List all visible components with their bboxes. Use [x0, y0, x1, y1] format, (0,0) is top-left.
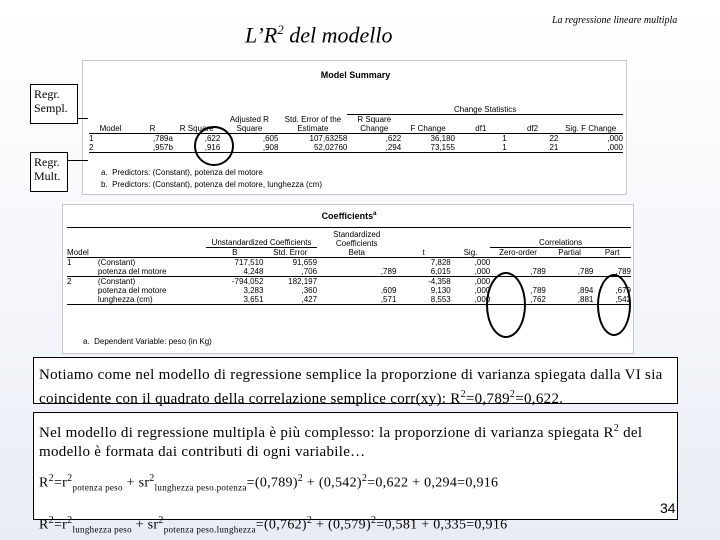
col-header: Std. Error of the Estimate [284, 115, 342, 133]
formula-1: $R^2=r^2_{potenza peso} + sr^2_{lunghezza peso.potenza}=(0,789)^2 + (0,542)^2=0,622 + 0,294=0,916$ [39, 473, 499, 493]
table-row: 1 ,789a ,622 ,605 107,63258 ,622 36,180 1 22 ,000 [89, 134, 623, 143]
col-header: t [422, 248, 425, 257]
coefficients-panel [62, 204, 634, 354]
col-header: Model [67, 248, 89, 257]
col-header: Sig. [463, 248, 478, 257]
col-header: Part [604, 248, 620, 257]
page-number: 34 [660, 500, 676, 516]
col-header: Adjusted R Square [229, 115, 269, 133]
col-header: R Square [179, 124, 214, 133]
col-header: F Change [410, 124, 446, 133]
zero-order-highlight [486, 272, 526, 338]
table-row: potenza del motore 4,248 ,706 ,789 6,015 ,000 ,789 ,789 ,789 [67, 267, 631, 277]
model-summary-footnote-b: b. Predictors: (Constant), potenza del motore, lunghezza (cm) [101, 180, 322, 189]
r-square-highlight [194, 126, 234, 166]
table-row: 2 ,957b ,916 ,908 52,02760 ,294 73,155 1 21 ,000 [89, 143, 623, 152]
change-statistics-header: Change Statistics [347, 89, 623, 115]
unstd-coef-header: Unstandardized Coefficients [206, 228, 317, 248]
note-multiple-intro: Nel modello di regressione multipla è più complesso: la proporzione di varianza spiegata $R^2$ del modello è formata dai contributi di ogni variabile… [39, 423, 643, 460]
model-summary-table [89, 89, 623, 153]
table-row: 1 (Constant) 717,510 91,659 7,828 ,000 [67, 258, 491, 267]
regr-sempl-label: Regr. Sempl. [30, 84, 78, 124]
table-row: potenza del motore 3,283 ,360 ,609 9,130 ,000 ,789 ,894 ,679 [97, 286, 631, 295]
coefficients-table [67, 227, 631, 305]
part-highlight [597, 274, 631, 336]
col-header: Sig. F Change [565, 124, 617, 133]
col-header: R [149, 124, 156, 133]
col-header: Std. Error [273, 248, 308, 257]
coefficients-footnote: a. Dependent Variable: peso (in Kg) [83, 337, 212, 346]
table-row: lunghezza (cm) 3,651 ,427 ,571 8,553 ,000 ,762 ,881 ,542 [67, 295, 631, 305]
coefficients-title: Coefficients$^a$ [321, 211, 377, 221]
std-coef-header: Standardized Coefficients [317, 228, 396, 248]
col-header: R Square Change [357, 115, 392, 133]
col-header [98, 248, 206, 258]
connector-line [78, 118, 88, 119]
col-header: Beta [348, 248, 365, 257]
header-note: La regressione lineare multipla [552, 15, 678, 26]
col-header: Model [99, 124, 122, 133]
note-multiple-regression [33, 412, 678, 535]
model-summary-title: Model Summary [320, 70, 391, 80]
col-header: df1 [475, 124, 487, 133]
regr-mult-label: Regr. Mult. [30, 152, 68, 192]
col-header: Partial [558, 248, 581, 257]
slide-title: $L’R^2$ del modello [245, 22, 393, 48]
note-simple-regression: Notiamo come nel modello di regressione semplice la proporzione di varianza spiegata dalla VI sia coincidente con il quadrato della correlazione semplice corr(xy): $R^2=0,789^2=0,622$. [33, 357, 678, 404]
col-header: Zero-order [499, 248, 537, 257]
model-summary-panel [82, 60, 627, 195]
formula-2: $R^2=r^2_{lunghezza peso} + sr^2_{potenza peso.lunghezza}=(0,762)^2 + (0,579)^2=0,581 + 0,335=0,916$ [39, 515, 508, 535]
col-header: df2 [526, 124, 539, 133]
correlations-header: Correlations [490, 228, 631, 248]
col-header: B [232, 248, 238, 257]
model-summary-footnote-a: a. Predictors: (Constant), potenza del motore [101, 168, 263, 177]
connector-line [68, 160, 88, 161]
table-row: 2 (Constant) -794,052 182,197 -4,358 ,000 [67, 277, 491, 286]
